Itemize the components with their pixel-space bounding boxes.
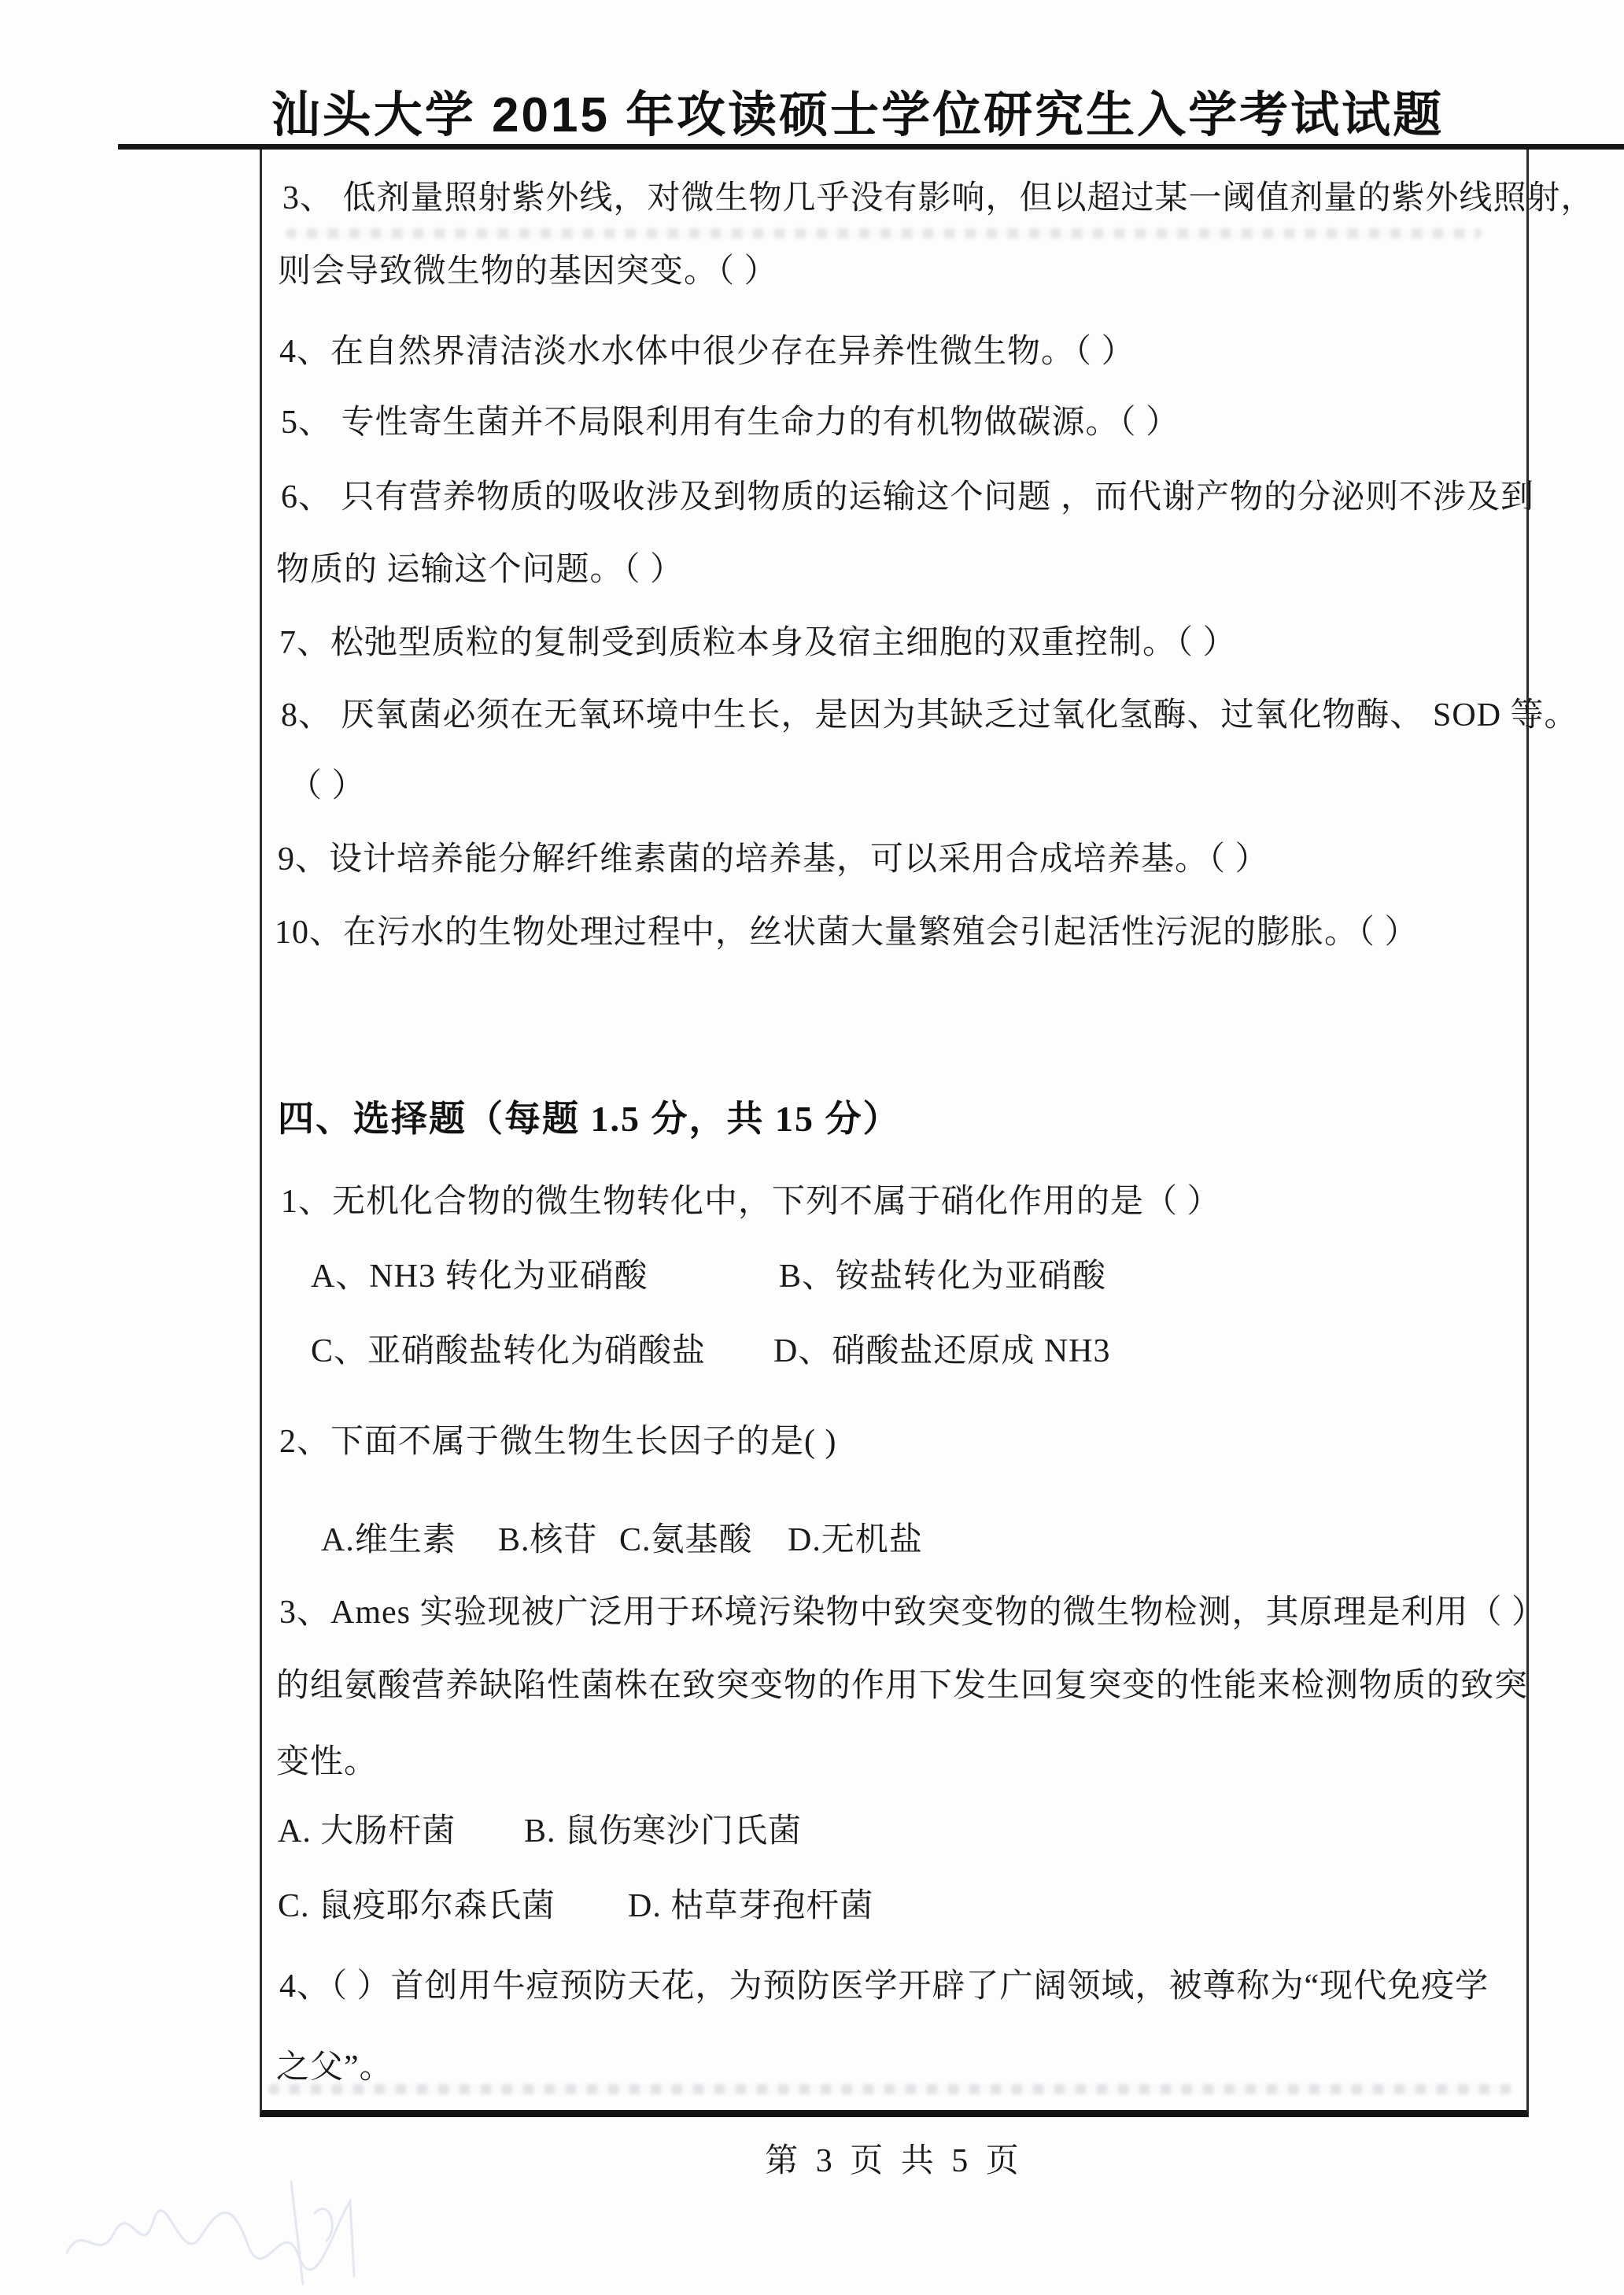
- title-divider-rule: [118, 144, 1624, 150]
- tf-question-4-line-1: 4、在自然界清洁淡水水体中很少存在异养性微生物。（ ）: [279, 334, 1135, 370]
- mc-question-1-option-a: A、NH3 转化为亚硝酸: [311, 1258, 648, 1295]
- tf-question-8-line-2: （ ）: [289, 768, 366, 804]
- tf-question-5-line-1: 5、 专性寄生菌并不局限利用有生命力的有机物做碳源。（ ）: [281, 405, 1180, 441]
- mc-question-2-option-a: A.维生素: [321, 1522, 456, 1558]
- scan-bleed-artifact: [268, 2084, 1511, 2094]
- mc-question-1-option-b: B、铵盐转化为亚硝酸: [779, 1258, 1107, 1295]
- tf-question-8-line-1: 8、 厌氧菌必须在无氧环境中生长，是因为其缺乏过氧化氢酶、过氧化物酶、 SOD 等。: [281, 697, 1578, 734]
- mc-question-2-option-b: B.核苷: [498, 1522, 598, 1558]
- mc-question-1-option-d: D、硝酸盐还原成 NH3: [773, 1333, 1111, 1369]
- tf-question-6-line-2: 物质的 运输这个问题。（ ）: [276, 552, 685, 588]
- choice-section-heading: 四、选择题（每题 1.5 分，共 15 分）: [278, 1099, 901, 1139]
- tf-question-9-line-1: 9、设计培养能分解纤维素菌的培养基，可以采用合成培养基。（ ）: [278, 841, 1269, 878]
- mc-question-4-line-2: 之父”。: [276, 2049, 393, 2086]
- mc-question-2-option-c: C.氨基酸: [619, 1522, 753, 1558]
- tf-question-3-line-2: 则会导致微生物的基因突变。（ ）: [278, 253, 778, 290]
- tf-question-10-line-1: 10、在污水的生物处理过程中，丝状菌大量繁殖会引起活性污泥的膨胀。（ ）: [275, 915, 1419, 951]
- mc-question-3-line-1: 3、Ames 实验现被广泛用于环境污染物中致突变物的微生物检测，其原理是利用（ ）: [279, 1595, 1545, 1631]
- mc-question-3-line-2: 的组氨酸营养缺陷性菌株在致突变物的作用下发生回复突变的性能来检测物质的致突: [276, 1668, 1529, 1704]
- tf-question-6-line-1: 6、 只有营养物质的吸收涉及到物质的运输这个问题 ，而代谢产物的分泌则不涉及到: [281, 479, 1535, 516]
- mc-question-2-option-d: D.无机盐: [788, 1522, 923, 1558]
- pen-scribble-artifact: [55, 2166, 464, 2295]
- mc-question-3-option-b: B. 鼠伤寒沙门氏菌: [524, 1813, 803, 1850]
- page-number-footer: 第 3 页 共 5 页: [765, 2143, 1024, 2179]
- mc-question-3-option-c: C. 鼠疫耶尔森氏菌: [278, 1888, 556, 1924]
- tf-question-7-line-1: 7、松弛型质粒的复制受到质粒本身及宿主细胞的双重控制。（ ）: [279, 625, 1237, 661]
- mc-question-4-line-1: 4、（ ）首创用牛痘预防天花，为预防医学开辟了广阔领域，被尊称为“现代免疫学: [279, 1968, 1489, 2005]
- mc-question-1-stem: 1、无机化合物的微生物转化中，下列不属于硝化作用的是（ ）: [281, 1184, 1221, 1220]
- mc-question-3-option-a: A. 大肠杆菌: [278, 1813, 456, 1850]
- mc-question-2-stem: 2、下面不属于微生物生长因子的是( ): [279, 1424, 837, 1460]
- mc-question-3-option-d: D. 枯草芽孢杆菌: [628, 1888, 874, 1924]
- mc-question-1-option-c: C、亚硝酸盐转化为硝酸盐: [311, 1333, 707, 1369]
- mc-question-3-line-3: 变性。: [276, 1744, 378, 1780]
- tf-question-3-line-1: 3、 低剂量照射紫外线，对微生物几乎没有影响，但以超过某一阈值剂量的紫外线照射，: [282, 180, 1595, 216]
- scan-bleed-artifact: [286, 228, 1482, 238]
- exam-content-box: [260, 150, 1595, 2117]
- exam-title: 汕头大学 2015 年攻读硕士学位研究生入学考试试题: [271, 88, 1445, 142]
